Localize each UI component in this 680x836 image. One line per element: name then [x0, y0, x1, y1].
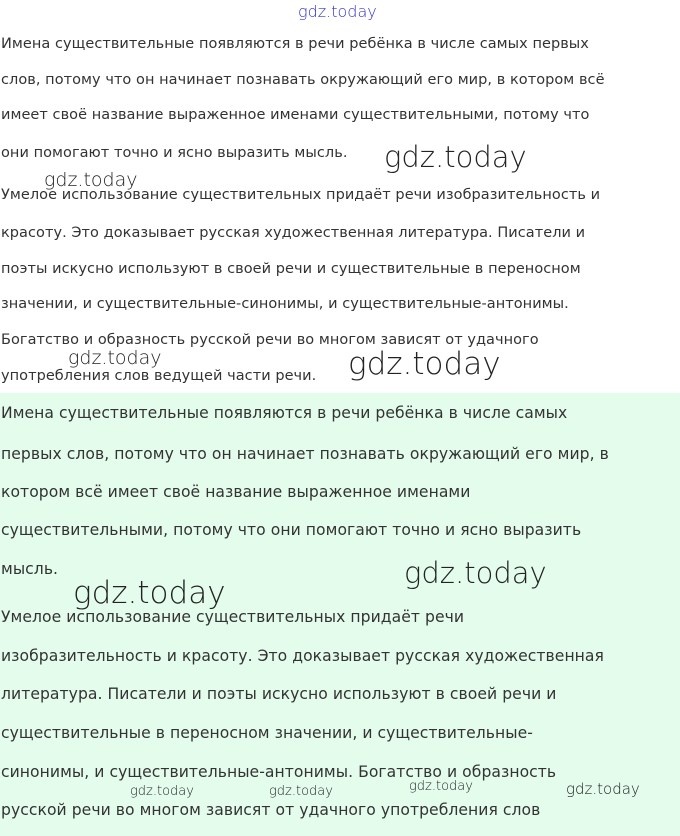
paragraph-line: имеет своё название выраженное именами существительными, потому что — [1, 107, 590, 123]
watermark: gdz.today — [404, 556, 547, 590]
paragraph-line: Имена существительные появляются в речи ребёнка в числе самых — [1, 404, 568, 422]
watermark: gdz.today — [269, 784, 333, 799]
paragraph-line: котором всё имеет своё название выраженное именами — [1, 483, 471, 501]
paragraph-line: первых слов, потому что он начинает познавать окружающий его мир, в — [1, 445, 609, 463]
paragraph-line: мысль. — [1, 560, 59, 578]
watermark: gdz.today — [298, 2, 377, 21]
paragraph-line: Умелое использование существительных придаёт речи изобразительность и — [1, 187, 601, 203]
paragraph-line: существительными, потому что они помогают точно и ясно выразить — [1, 521, 582, 539]
paragraph-line: красоту. Это доказывает русская художественная литература. Писатели и — [1, 225, 586, 241]
paragraph-line: Имена существительные появляются в речи ребёнка в числе самых первых — [1, 36, 589, 52]
watermark: gdz.today — [348, 346, 501, 382]
watermark: gdz.today — [384, 140, 527, 174]
watermark: gdz.today — [73, 575, 226, 611]
paragraph-line: они помогают точно и ясно выразить мысль. — [1, 145, 348, 161]
paragraph-line: синонимы, и существительные-антонимы. Богатство и образность — [1, 763, 557, 781]
text-block-highlighted — [0, 393, 680, 836]
watermark: gdz.today — [130, 784, 194, 799]
watermark: gdz.today — [566, 780, 640, 798]
paragraph-line: литература. Писатели и поэты искусно используют в своей речи и — [1, 685, 557, 703]
watermark: gdz.today — [409, 779, 473, 794]
watermark: gdz.today — [44, 169, 138, 191]
paragraph-line: поэты искусно используют в своей речи и существительные в переносном — [1, 261, 581, 277]
paragraph-line: русской речи во многом зависят от удачного употребления слов — [1, 801, 541, 819]
paragraph-line: Умелое использование существительных придаёт речи — [1, 608, 465, 626]
paragraph-line: существительные в переносном значении, и существительные- — [1, 724, 533, 742]
watermark: gdz.today — [68, 347, 162, 369]
paragraph-line: значении, и существительные-синонимы, и существительные-антонимы. — [1, 296, 569, 312]
paragraph-line: Богатство и образность русской речи во многом зависят от удачного — [1, 332, 539, 348]
text-block-original — [0, 0, 680, 393]
paragraph-line: изобразительность и красоту. Это доказывает русская художественная — [1, 647, 604, 665]
paragraph-line: употребления слов ведущей части речи. — [1, 368, 317, 384]
paragraph-line: слов, потому что он начинает познавать окружающий его мир, в котором всё — [1, 72, 605, 88]
